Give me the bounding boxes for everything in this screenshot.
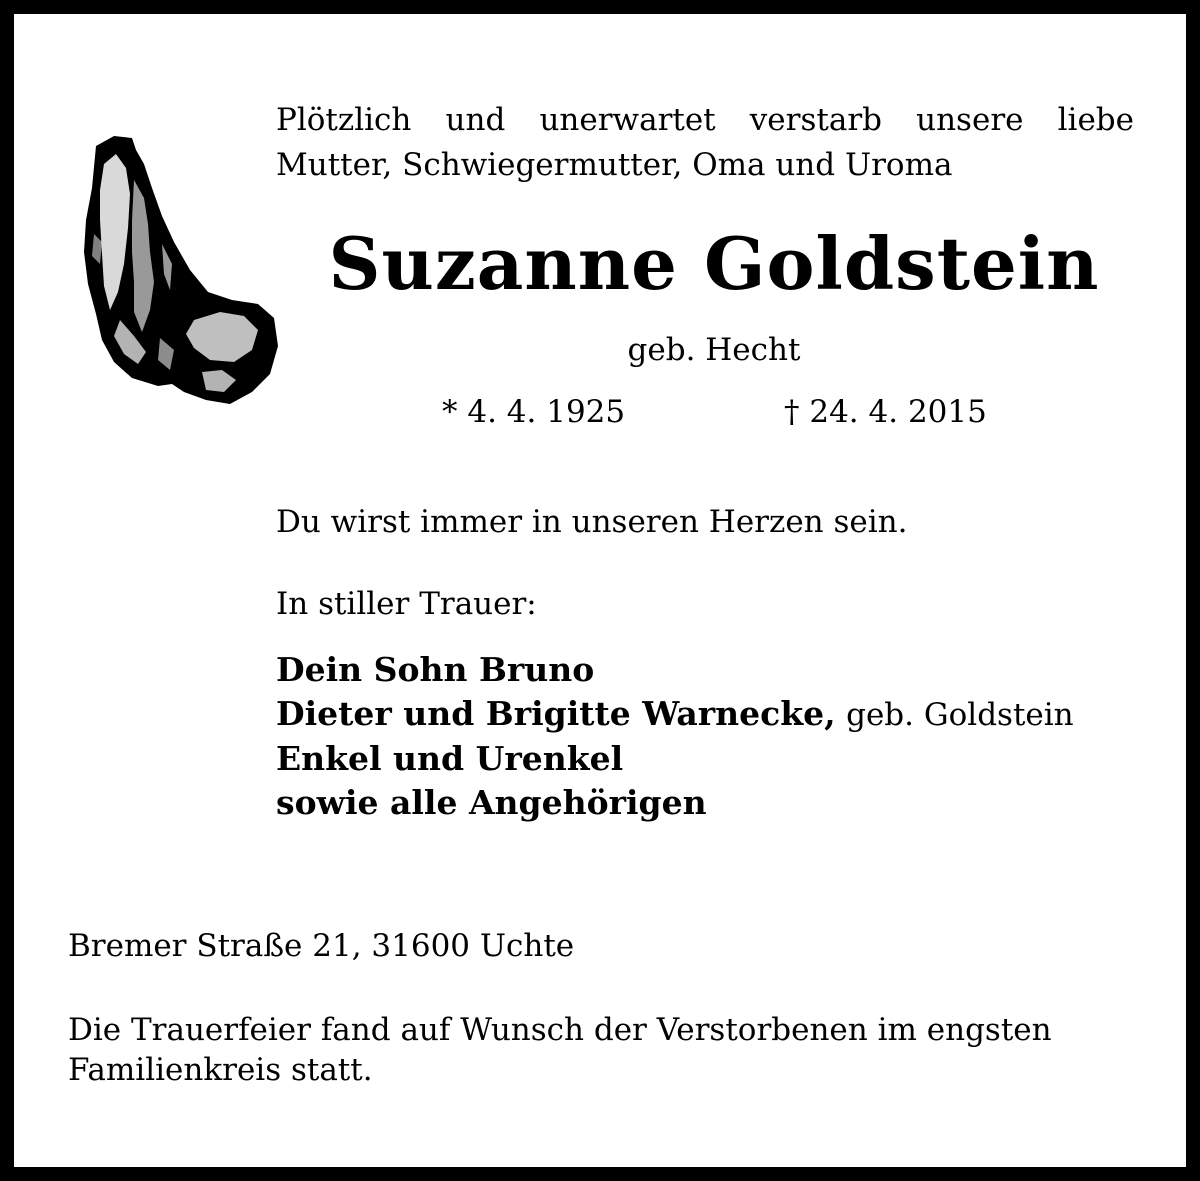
mourner-name: sowie alle Angehörigen — [276, 783, 707, 822]
mourner-line — [276, 648, 1074, 692]
death-date: † 24. 4. 2015 — [784, 394, 987, 430]
mourner-line — [276, 781, 1074, 825]
intro-line-2: Mutter, Schwiegermutter, Oma und Uroma — [276, 147, 953, 183]
maiden-name: geb. Hecht — [627, 332, 801, 368]
deceased-name: Suzanne Goldstein — [328, 221, 1100, 306]
mourner-line — [276, 692, 1074, 737]
intro-text — [276, 98, 1134, 188]
mourners-list — [276, 648, 1074, 825]
mourner-name: Dieter und Brigitte Warnecke, — [276, 694, 836, 733]
birth-date: * 4. 4. 1925 — [442, 394, 626, 430]
mourner-line — [276, 737, 1074, 781]
mourning-heading: In stiller Trauer: — [276, 586, 537, 622]
praying-hands-icon — [74, 124, 284, 414]
intro-line-1: Plötzlich und unerwartet verstarb unsere liebe — [276, 102, 1134, 138]
family-address: Bremer Straße 21, 31600 Uchte — [68, 928, 575, 964]
memorial-quote: Du wirst immer in unseren Herzen sein. — [276, 504, 908, 540]
mourner-note: geb. Goldstein — [846, 697, 1074, 733]
mourner-name: Enkel und Urenkel — [276, 739, 624, 778]
mourner-name: Dein Sohn Bruno — [276, 650, 595, 689]
ceremony-note: Die Trauerfeier fand auf Wunsch der Verstorbenen im engsten Familienkreis statt. — [68, 1012, 1052, 1088]
